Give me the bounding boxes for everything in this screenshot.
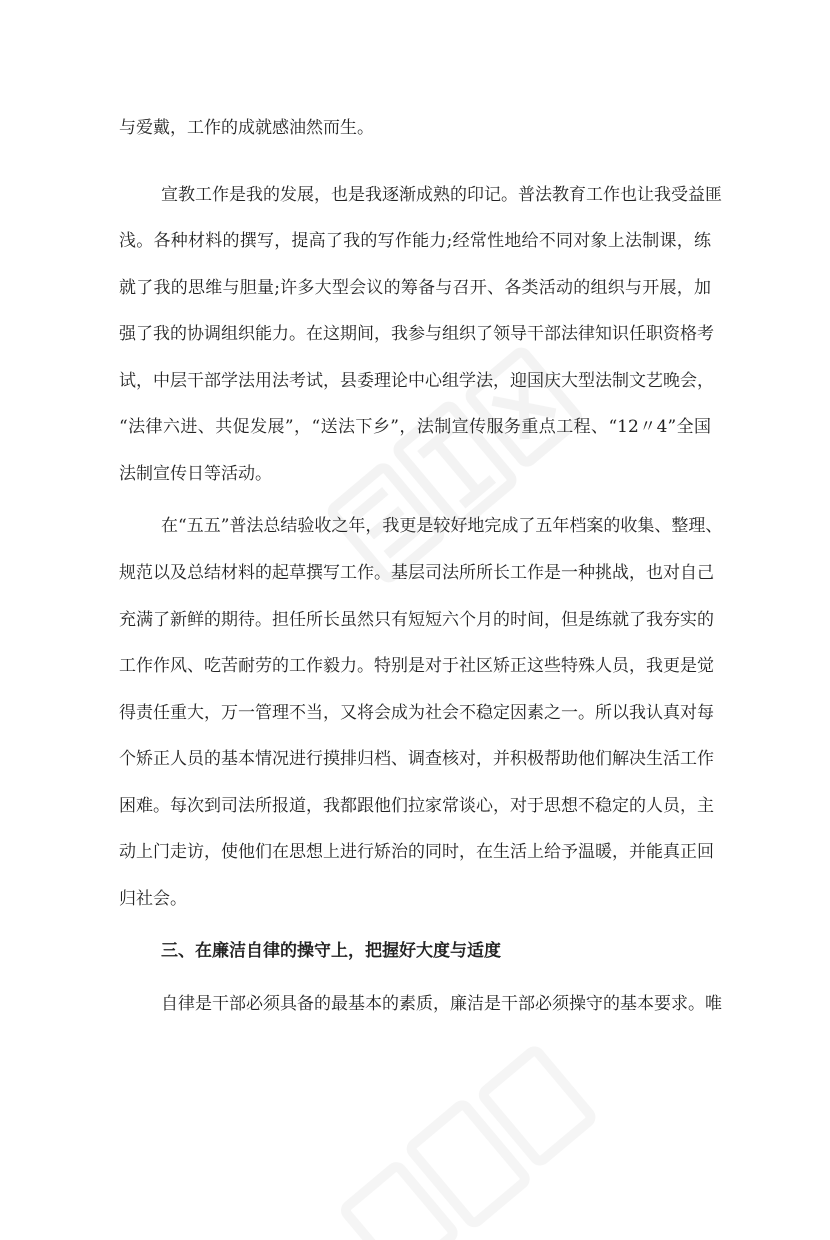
text-line: 法制宣传日等活动。 [119,464,272,484]
watermark-logo-bottom-icon [300,1040,630,1240]
text-line: 困难。每次到司法所报道，我都跟他们拉家常谈心，对于思想不稳定的人员，主 [119,796,714,816]
text-line: 浅。各种材料的撰写，提高了我的写作能力;经常性地给不同对象上法制课，练 [119,231,711,251]
text-line: 宣教工作是我的发展，也是我逐渐成熟的印记。普法教育工作也让我受益匪 [161,185,722,205]
text-line: 规范以及总结材料的起草撰写工作。基层司法所所长工作是一种挑战，也对自己 [119,563,714,583]
text-line: 强了我的协调组织能力。在这期间，我参与组织了领导干部法律知识任职资格考 [119,324,714,344]
text-line: 归社会。 [119,889,187,909]
text-line: 与爱戴，工作的成就感油然而生。 [119,118,374,138]
text-line: 工作作风、吃苦耐劳的工作毅力。特别是对于社区矫正这些特殊人员，我更是觉 [119,656,714,676]
text-line: 个矫正人员的基本情况进行摸排归档、调查核对，并积极帮助他们解决生活工作 [119,749,714,769]
text-line: 动上门走访，使他们在思想上进行矫治的同时，在生活上给予温暖，并能真正回 [119,842,714,862]
text-line: 得责任重大，万一管理不当，又将会成为社会不稳定因素之一。所以我认真对每 [119,703,714,723]
text-line: 就了我的思维与胆量;许多大型会议的筹备与召开、各类活动的组织与开展，加 [119,278,711,298]
text-line: “法律六进、共促发展”，“送法下乡”，法制宣传服务重点工程、“12〃4”全国 [119,417,711,437]
text-line: 在“五五”普法总结验收之年，我更是较好地完成了五年档案的收集、整理、 [161,516,723,536]
text-line: 试，中层干部学法用法考试，县委理论中心组学法，迎国庆大型法制文艺晚会， [119,371,714,391]
section-heading: 三、在廉洁自律的操守上，把握好大度与适度 [161,941,501,961]
text-line: 充满了新鲜的期待。担任所长虽然只有短短六个月的时间，但是练就了我夯实的 [119,610,714,630]
text-line: 自律是干部必须具备的最基本的素质，廉洁是干部必须操守的基本要求。唯 [161,994,722,1014]
